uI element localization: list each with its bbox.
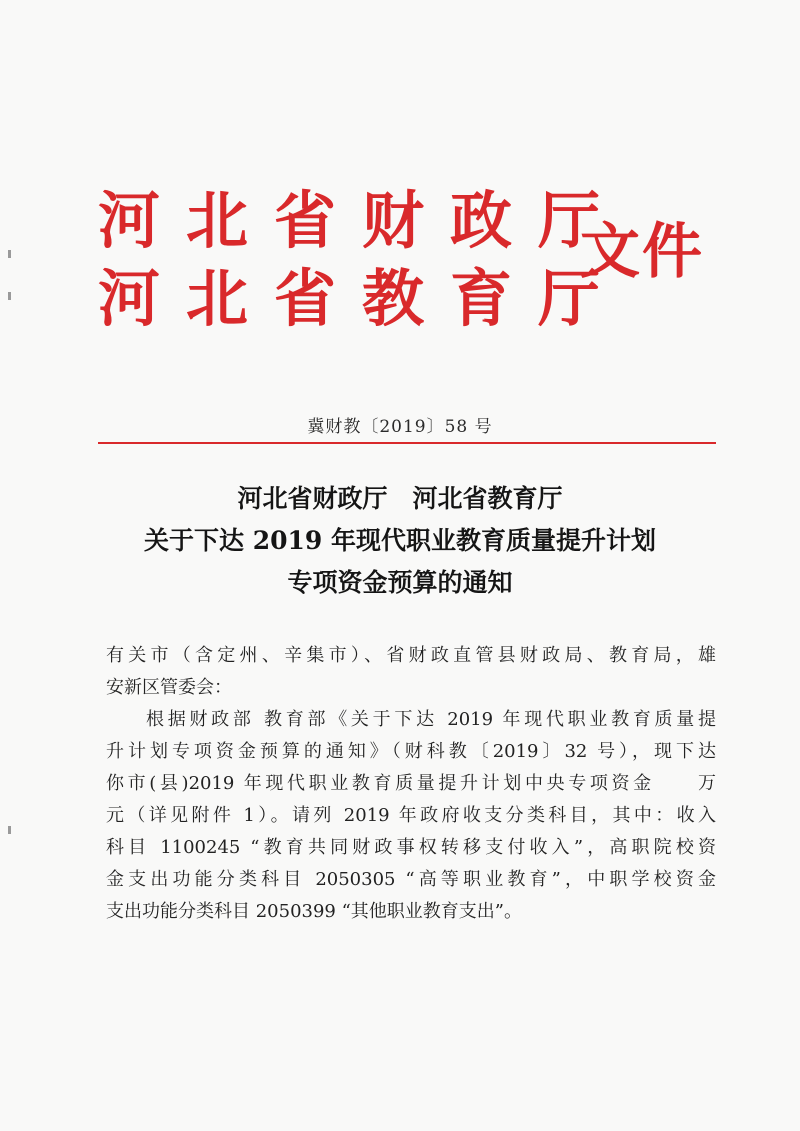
paragraph-line-3: 你市(县)2019 年现代职业教育质量提升计划中央专项资金 万 (106, 773, 716, 794)
document-title (0, 478, 800, 604)
letterhead-document-suffix: 文件 (580, 217, 704, 287)
scan-edge-mark (8, 826, 11, 834)
letterhead-org-finance: 河北省财政厅 (98, 184, 627, 257)
paragraph-line-2: 升计划专项资金预算的通知》（财科教〔2019〕32 号），现下达 (106, 741, 716, 762)
paragraph-line-5: 科目 1100245 “教育共同财政事权转移支付收入”，高职院校资 (106, 837, 716, 858)
paragraph-line-6: 金支出功能分类科目 2050305 “高等职业教育”，中职学校资金 (106, 869, 716, 890)
title-line-3: 专项资金预算的通知 (287, 568, 513, 597)
title-line-2: 关于下达 2019 年现代职业教育质量提升计划 (144, 526, 656, 555)
letterhead-org-education: 河北省教育厅 (98, 262, 627, 335)
paragraph-line-1: 根据财政部 教育部《关于下达 2019 年现代职业教育质量提 (146, 709, 716, 730)
addressee-line-1: 有关市（含定州、辛集市）、省财政直管县财政局、教育局，雄 (106, 645, 716, 666)
title-line-1: 河北省财政厅 河北省教育厅 (237, 484, 563, 513)
scan-edge-mark (8, 292, 11, 300)
scan-edge-mark (8, 250, 11, 258)
paragraph-line-4: 元（详见附件 1）。请列 2019 年政府收支分类科目，其中：收入 (106, 805, 716, 826)
red-divider-line (98, 442, 716, 444)
document-body (106, 640, 716, 928)
paragraph-line-7: 支出功能分类科目 2050399 “其他职业教育支出”。 (106, 901, 523, 922)
document-number: 冀财教〔2019〕58 号 (307, 417, 493, 437)
letterhead (98, 184, 718, 340)
addressee-line-2: 安新区管委会： (106, 677, 232, 698)
